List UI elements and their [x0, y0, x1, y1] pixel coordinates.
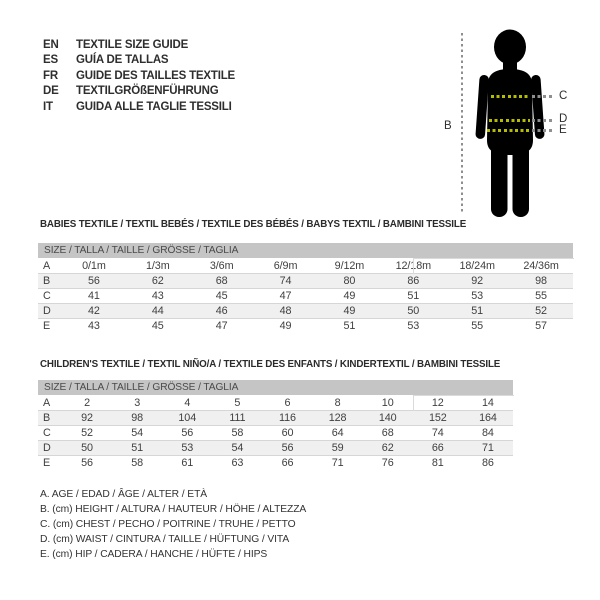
- silhouette-left-leg: [491, 136, 508, 217]
- table-cell: 53: [407, 320, 420, 332]
- row-label: E: [43, 320, 51, 332]
- table-cell: 5: [234, 396, 241, 409]
- legend-item: C. (cm) CHEST / PECHO / POITRINE / TRUHE / PETTO: [40, 519, 296, 530]
- language-title: GUÍA DE TALLAS: [76, 54, 169, 67]
- table-cell: 92: [471, 275, 484, 287]
- table-row: [38, 288, 573, 303]
- table-cell: 51: [131, 442, 144, 454]
- table-cell: 62: [151, 275, 164, 287]
- table-cell: 81: [431, 457, 444, 469]
- table-cell: 12: [431, 396, 444, 409]
- hip-leader-line: [532, 129, 552, 132]
- table-cell: 86: [482, 457, 494, 469]
- language-title: GUIDA ALLE TAGLIE TESSILI: [76, 100, 232, 113]
- table-cell: 51: [471, 305, 484, 317]
- table-cell: 47: [279, 290, 292, 302]
- table-row: [38, 273, 573, 288]
- table-cell: 46: [215, 305, 228, 317]
- language-row: [43, 53, 235, 69]
- language-code: IT: [43, 100, 53, 113]
- babies-table-title: BABIES TEXTILE / TEXTIL BEBÉS / TEXTILE DES BÉBÉS / BABYS TEXTIL / BAMBINI TESSILE: [40, 219, 467, 230]
- table-cell: 128: [328, 412, 347, 424]
- language-code: ES: [43, 54, 58, 67]
- height-measure-line: [461, 33, 463, 213]
- language-row: [43, 99, 235, 115]
- table-cell: 50: [407, 305, 420, 317]
- children-size-header-bar: SIZE / TALLA / TAILLE / GRÖSSE / TAGLIA: [38, 380, 513, 395]
- table-row: [38, 303, 573, 318]
- table-cell: 68: [381, 427, 394, 439]
- language-code: DE: [43, 85, 59, 98]
- table-cell: 49: [343, 290, 356, 302]
- table-cell: 1/3m: [146, 259, 170, 272]
- row-label: C: [43, 427, 51, 439]
- table-cell: 3: [134, 396, 141, 409]
- table-cell: 49: [279, 320, 292, 332]
- table-row: [38, 425, 513, 440]
- table-cell: 71: [482, 442, 494, 454]
- table-cell: 74: [279, 275, 292, 287]
- table-cell: 44: [151, 305, 164, 317]
- table-cell: 53: [181, 442, 194, 454]
- row-label: D: [43, 305, 51, 317]
- table-cell: 55: [471, 320, 484, 332]
- table-cell: 56: [181, 427, 194, 439]
- table-cell: 8: [334, 396, 341, 409]
- height-label: B: [444, 120, 452, 132]
- table-cell: 12/18m: [395, 259, 432, 272]
- table-cell: 84: [482, 427, 494, 439]
- table-cell: 6: [284, 396, 291, 409]
- table-cell: 51: [407, 290, 420, 302]
- table-cell: 52: [81, 427, 93, 439]
- table-cell: 71: [331, 457, 344, 469]
- language-title: TEXTILGRÖßENFÜHRUNG: [76, 85, 219, 98]
- table-cell: 56: [88, 275, 100, 287]
- table-cell: 4: [184, 396, 191, 409]
- table-cell: 3/6m: [209, 259, 234, 272]
- language-title: TEXTILE SIZE GUIDE: [76, 38, 189, 51]
- table-cell: 24/36m: [523, 259, 559, 272]
- table-cell: 45: [215, 290, 228, 302]
- legend-item: D. (cm) WAIST / CINTURA / TAILLE / HÜFTUNG / VITA: [40, 534, 290, 545]
- table-cell: 111: [229, 412, 246, 424]
- table-cell: 43: [151, 290, 164, 302]
- babies-size-header-bar: SIZE / TALLA / TAILLE / GRÖSSE / TAGLIA: [38, 243, 573, 258]
- table-cell: 2: [84, 396, 90, 409]
- table-cell: 52: [535, 305, 547, 317]
- table-cell: 9/12m: [334, 259, 365, 272]
- hip-measure-line: [487, 129, 532, 132]
- table-cell: 42: [88, 305, 100, 317]
- table-cell: 54: [131, 427, 144, 439]
- language-row: [43, 84, 235, 100]
- table-cell: 58: [131, 457, 144, 469]
- table-row: [38, 410, 513, 425]
- row-label: B: [43, 412, 51, 424]
- language-row: [43, 68, 235, 84]
- table-cell: 43: [88, 320, 100, 332]
- table-cell: 50: [81, 442, 93, 454]
- table-cell: 6/9m: [273, 259, 298, 272]
- table-cell: 58: [231, 427, 244, 439]
- table-cell: 51: [343, 320, 356, 332]
- table-cell: 48: [279, 305, 292, 317]
- table-row: [38, 318, 573, 333]
- table-cell: 57: [535, 320, 547, 332]
- babies-table: [38, 258, 573, 333]
- hip-label: E: [559, 124, 567, 136]
- table-cell: 98: [131, 412, 144, 424]
- row-label: C: [43, 290, 51, 302]
- child-silhouette: [455, 28, 568, 220]
- table-cell: 80: [343, 275, 356, 287]
- legend-item: E. (cm) HIP / CADERA / HANCHE / HÜFTE / HIPS: [40, 549, 268, 560]
- chest-label: C: [559, 90, 568, 102]
- table-cell: 54: [231, 442, 244, 454]
- row-label: B: [43, 275, 51, 287]
- row-label: E: [43, 457, 51, 469]
- table-cell: 45: [151, 320, 164, 332]
- table-row: [38, 455, 513, 470]
- table-cell: 74: [431, 427, 444, 439]
- table-cell: 49: [343, 305, 356, 317]
- row-label: D: [43, 442, 51, 454]
- table-cell: 56: [281, 442, 294, 454]
- language-code: FR: [43, 69, 58, 82]
- table-cell: 47: [215, 320, 228, 332]
- table-cell: 55: [535, 290, 547, 302]
- table-cell: 152: [428, 412, 447, 424]
- children-table-title: CHILDREN'S TEXTILE / TEXTIL NIÑO/A / TEXTILE DES ENFANTS / KINDERTEXTIL / BAMBINI TESSILE: [40, 359, 501, 370]
- table-cell: 18/24m: [459, 259, 495, 272]
- table-cell: 10: [381, 396, 394, 409]
- legend-item: B. (cm) HEIGHT / ALTURA / HAUTEUR / HÖHE / ALTEZZA: [40, 504, 307, 515]
- table-cell: 140: [378, 412, 397, 424]
- table-cell: 98: [535, 275, 547, 287]
- language-row: [43, 37, 235, 53]
- table-cell: 116: [279, 412, 296, 424]
- table-cell: 68: [215, 275, 228, 287]
- table-cell: 62: [381, 442, 394, 454]
- table-cell: 0/1m: [82, 259, 106, 272]
- table-cell: 66: [281, 457, 294, 469]
- language-title: GUIDE DES TAILLES TEXTILE: [76, 69, 235, 82]
- chest-measure-line: [491, 95, 529, 98]
- table-cell: 61: [181, 457, 194, 469]
- children-table: [38, 395, 513, 470]
- table-cell: 64: [331, 427, 344, 439]
- table-cell: 41: [88, 290, 100, 302]
- table-row: [38, 258, 573, 273]
- waist-leader-line: [532, 119, 552, 122]
- row-label: A: [43, 259, 51, 272]
- table-cell: 59: [331, 442, 344, 454]
- row-label: A: [43, 396, 51, 409]
- table-cell: 63: [231, 457, 244, 469]
- table-cell: 66: [431, 442, 444, 454]
- chest-leader-line: [532, 95, 552, 98]
- table-cell: 60: [281, 427, 294, 439]
- waist-label: D: [559, 113, 568, 125]
- legend-item: A. AGE / EDAD / ÂGE / ALTER / ETÀ: [40, 489, 208, 500]
- table-cell: 53: [471, 290, 484, 302]
- language-list: [43, 37, 235, 115]
- waist-measure-line: [489, 119, 530, 122]
- silhouette-neck: [503, 57, 517, 71]
- table-row: [38, 395, 513, 410]
- table-cell: 164: [479, 412, 497, 424]
- measurement-legend: [40, 487, 306, 562]
- table-row: [38, 440, 513, 455]
- silhouette-right-leg: [513, 136, 530, 217]
- language-code: EN: [43, 38, 59, 51]
- table-cell: 56: [81, 457, 93, 469]
- table-cell: 14: [482, 396, 494, 409]
- table-cell: 86: [407, 275, 420, 287]
- table-cell: 104: [178, 412, 197, 424]
- table-cell: 76: [381, 457, 394, 469]
- table-cell: 92: [81, 412, 93, 424]
